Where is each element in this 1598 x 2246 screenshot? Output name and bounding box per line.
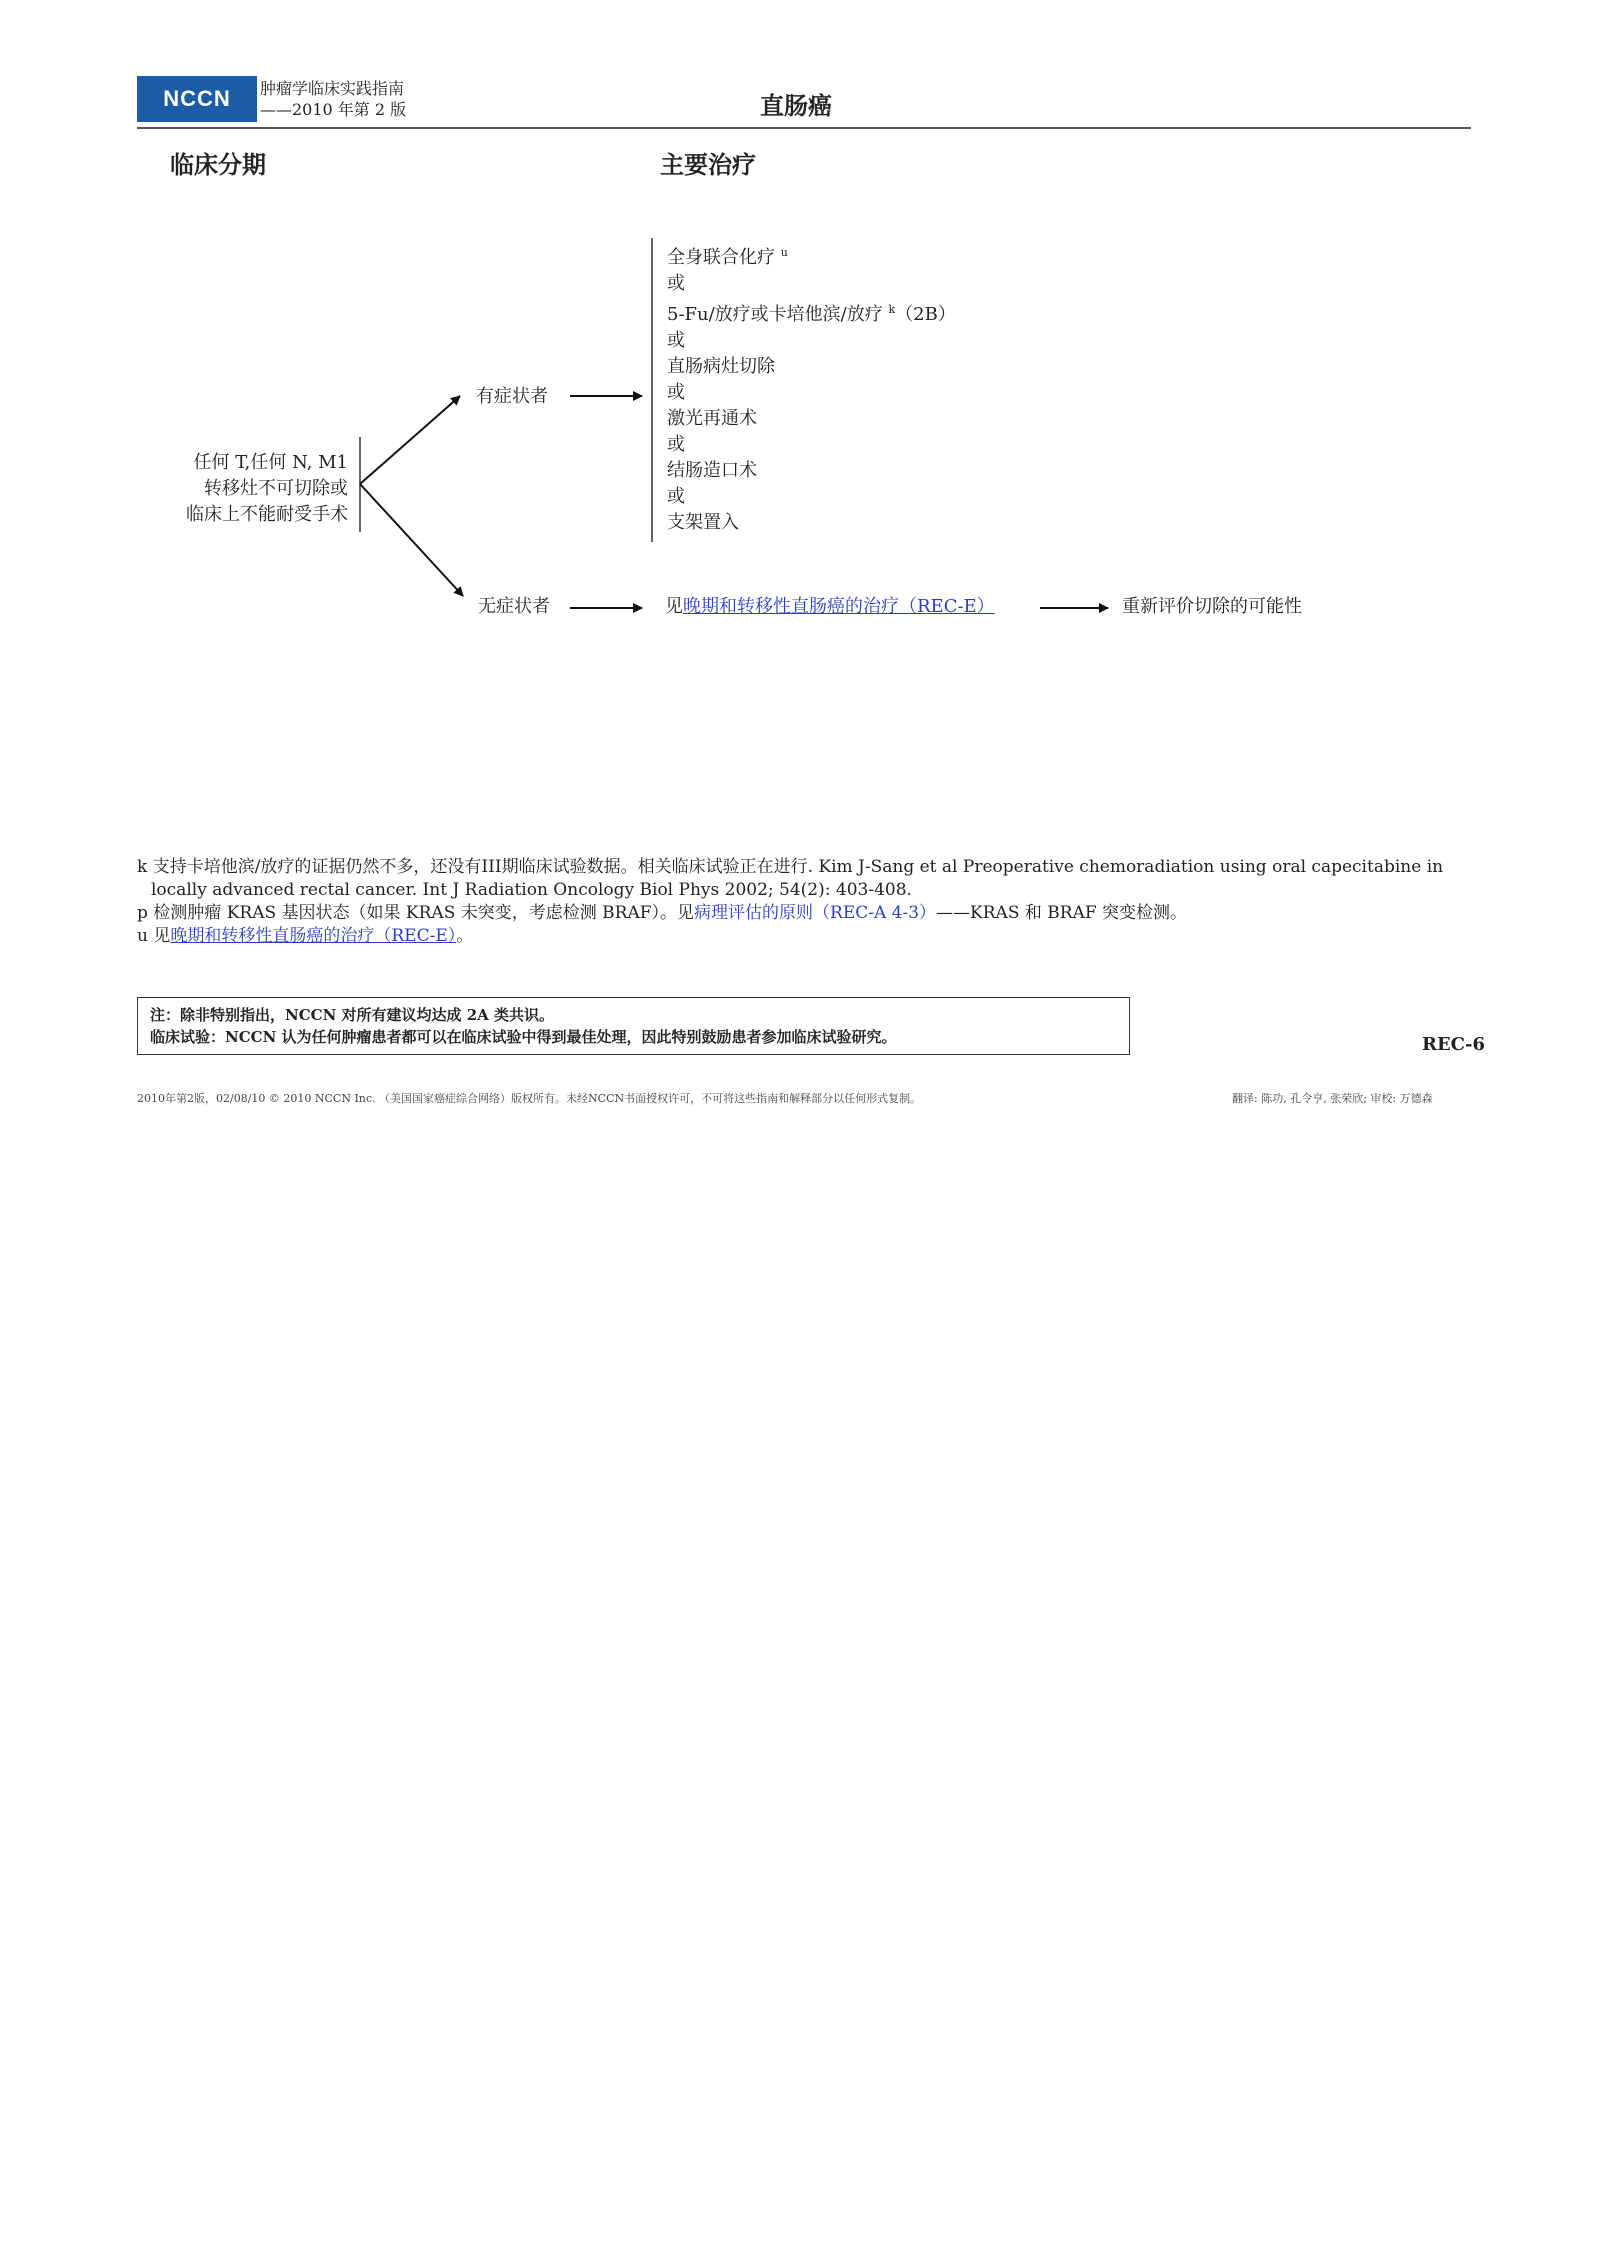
branch-symptomatic: 有症状者 xyxy=(476,386,548,407)
treatment-options: 全身联合化疗 $^u$ 或 5-Fu/放疗或卡培他滨/放疗 $^k$（2B） 或 直肠病灶切除 或 激光再通术 或 结肠造口术 或 支架置入 xyxy=(667,240,956,536)
treatment-item: 激光再通术 xyxy=(667,408,757,429)
clinical-stage-text: 任何 T,任何 N, M1 转移灶不可切除或 临床上不能耐受手术 xyxy=(186,452,348,525)
branch-asymptomatic: 无症状者 xyxy=(478,596,550,617)
nccn-logo: NCCN xyxy=(137,76,257,122)
guideline-subtitle: 肿瘤学临床实践指南 ——2010 年第 2 版 xyxy=(260,79,407,119)
footnote-p: p 检测肿瘤 KRAS 基因状态（如果 KRAS 未突变，考虑检测 BRAF）。见病理评估的原则（REC-A 4-3）——KRAS 和 BRAF 突变检测。 xyxy=(137,903,1188,923)
treatment-item: 5-Fu/放疗或卡培他滨/放疗 $^k$（2B） xyxy=(667,303,956,325)
consensus-note-box: 注：除非特别指出，NCCN 对所有建议均达成 2A 类共识。 临床试验：NCCN 认为任何肿瘤患者都可以在临床试验中得到最佳处理，因此特别鼓励患者参加临床试验研究。 xyxy=(137,997,1130,1055)
copyright-footer: 2010年第2版，02/08/10 © 2010 NCCN Inc. （美国国家癌症综合网络）版权所有。未经NCCN书面授权许可，不可将这些指南和解释部分以任何形式复制。 xyxy=(137,1092,922,1105)
arrow-to-asymptomatic xyxy=(360,484,463,596)
link-rec-e[interactable]: 晚期和转移性直肠癌的治疗（REC-E） xyxy=(683,596,995,617)
page-code: REC-6 xyxy=(1422,1034,1485,1055)
link-rec-e-footnote[interactable]: 晚期和转移性直肠癌的治疗（REC-E） xyxy=(170,926,457,946)
asymptomatic-see-text: 见晚期和转移性直肠癌的治疗（REC-E） xyxy=(665,596,995,617)
treatment-item: 结肠造口术 xyxy=(667,460,757,481)
footnote-k: k 支持卡培他滨/放疗的证据仍然不多，还没有III期临床试验数据。相关临床试验正在进行. Kim J-Sang et al Preoperative chemoradiation using oral capecitabine in locally advanced rectal cancer. Int J Radiation Oncology Biol Phys 2002; 54(2): 403-408. p 检测肿瘤 KRAS 基因状态（如果 KRAS 未突变，考虑检测 BRAF）。见病理评估的原则（REC-A 4-3）——KRAS 和 BRAF 突变检测。 u 见晚期和转移性直肠癌的治疗（REC-E）。 xyxy=(137,857,1444,946)
footnote-u: u 见晚期和转移性直肠癌的治疗（REC-E）。 xyxy=(137,926,474,946)
translator-credits: 翻译: 陈功, 孔令亨, 张荣欣; 审校: 万德森 xyxy=(1232,1092,1433,1105)
arrow-to-symptomatic xyxy=(360,396,460,484)
treatment-item: 全身联合化疗 $^u$ xyxy=(667,246,788,268)
treatment-item: 支架置入 xyxy=(667,512,739,533)
page-title: 直肠癌 xyxy=(760,92,832,120)
column-heading-treatment: 主要治疗 xyxy=(660,151,756,179)
reevaluate-text: 重新评价切除的可能性 xyxy=(1122,596,1302,617)
column-heading-stage: 临床分期 xyxy=(170,151,266,179)
link-rec-a[interactable]: 病理评估的原则（REC-A 4-3） xyxy=(694,903,937,923)
treatment-item: 直肠病灶切除 xyxy=(667,356,775,377)
